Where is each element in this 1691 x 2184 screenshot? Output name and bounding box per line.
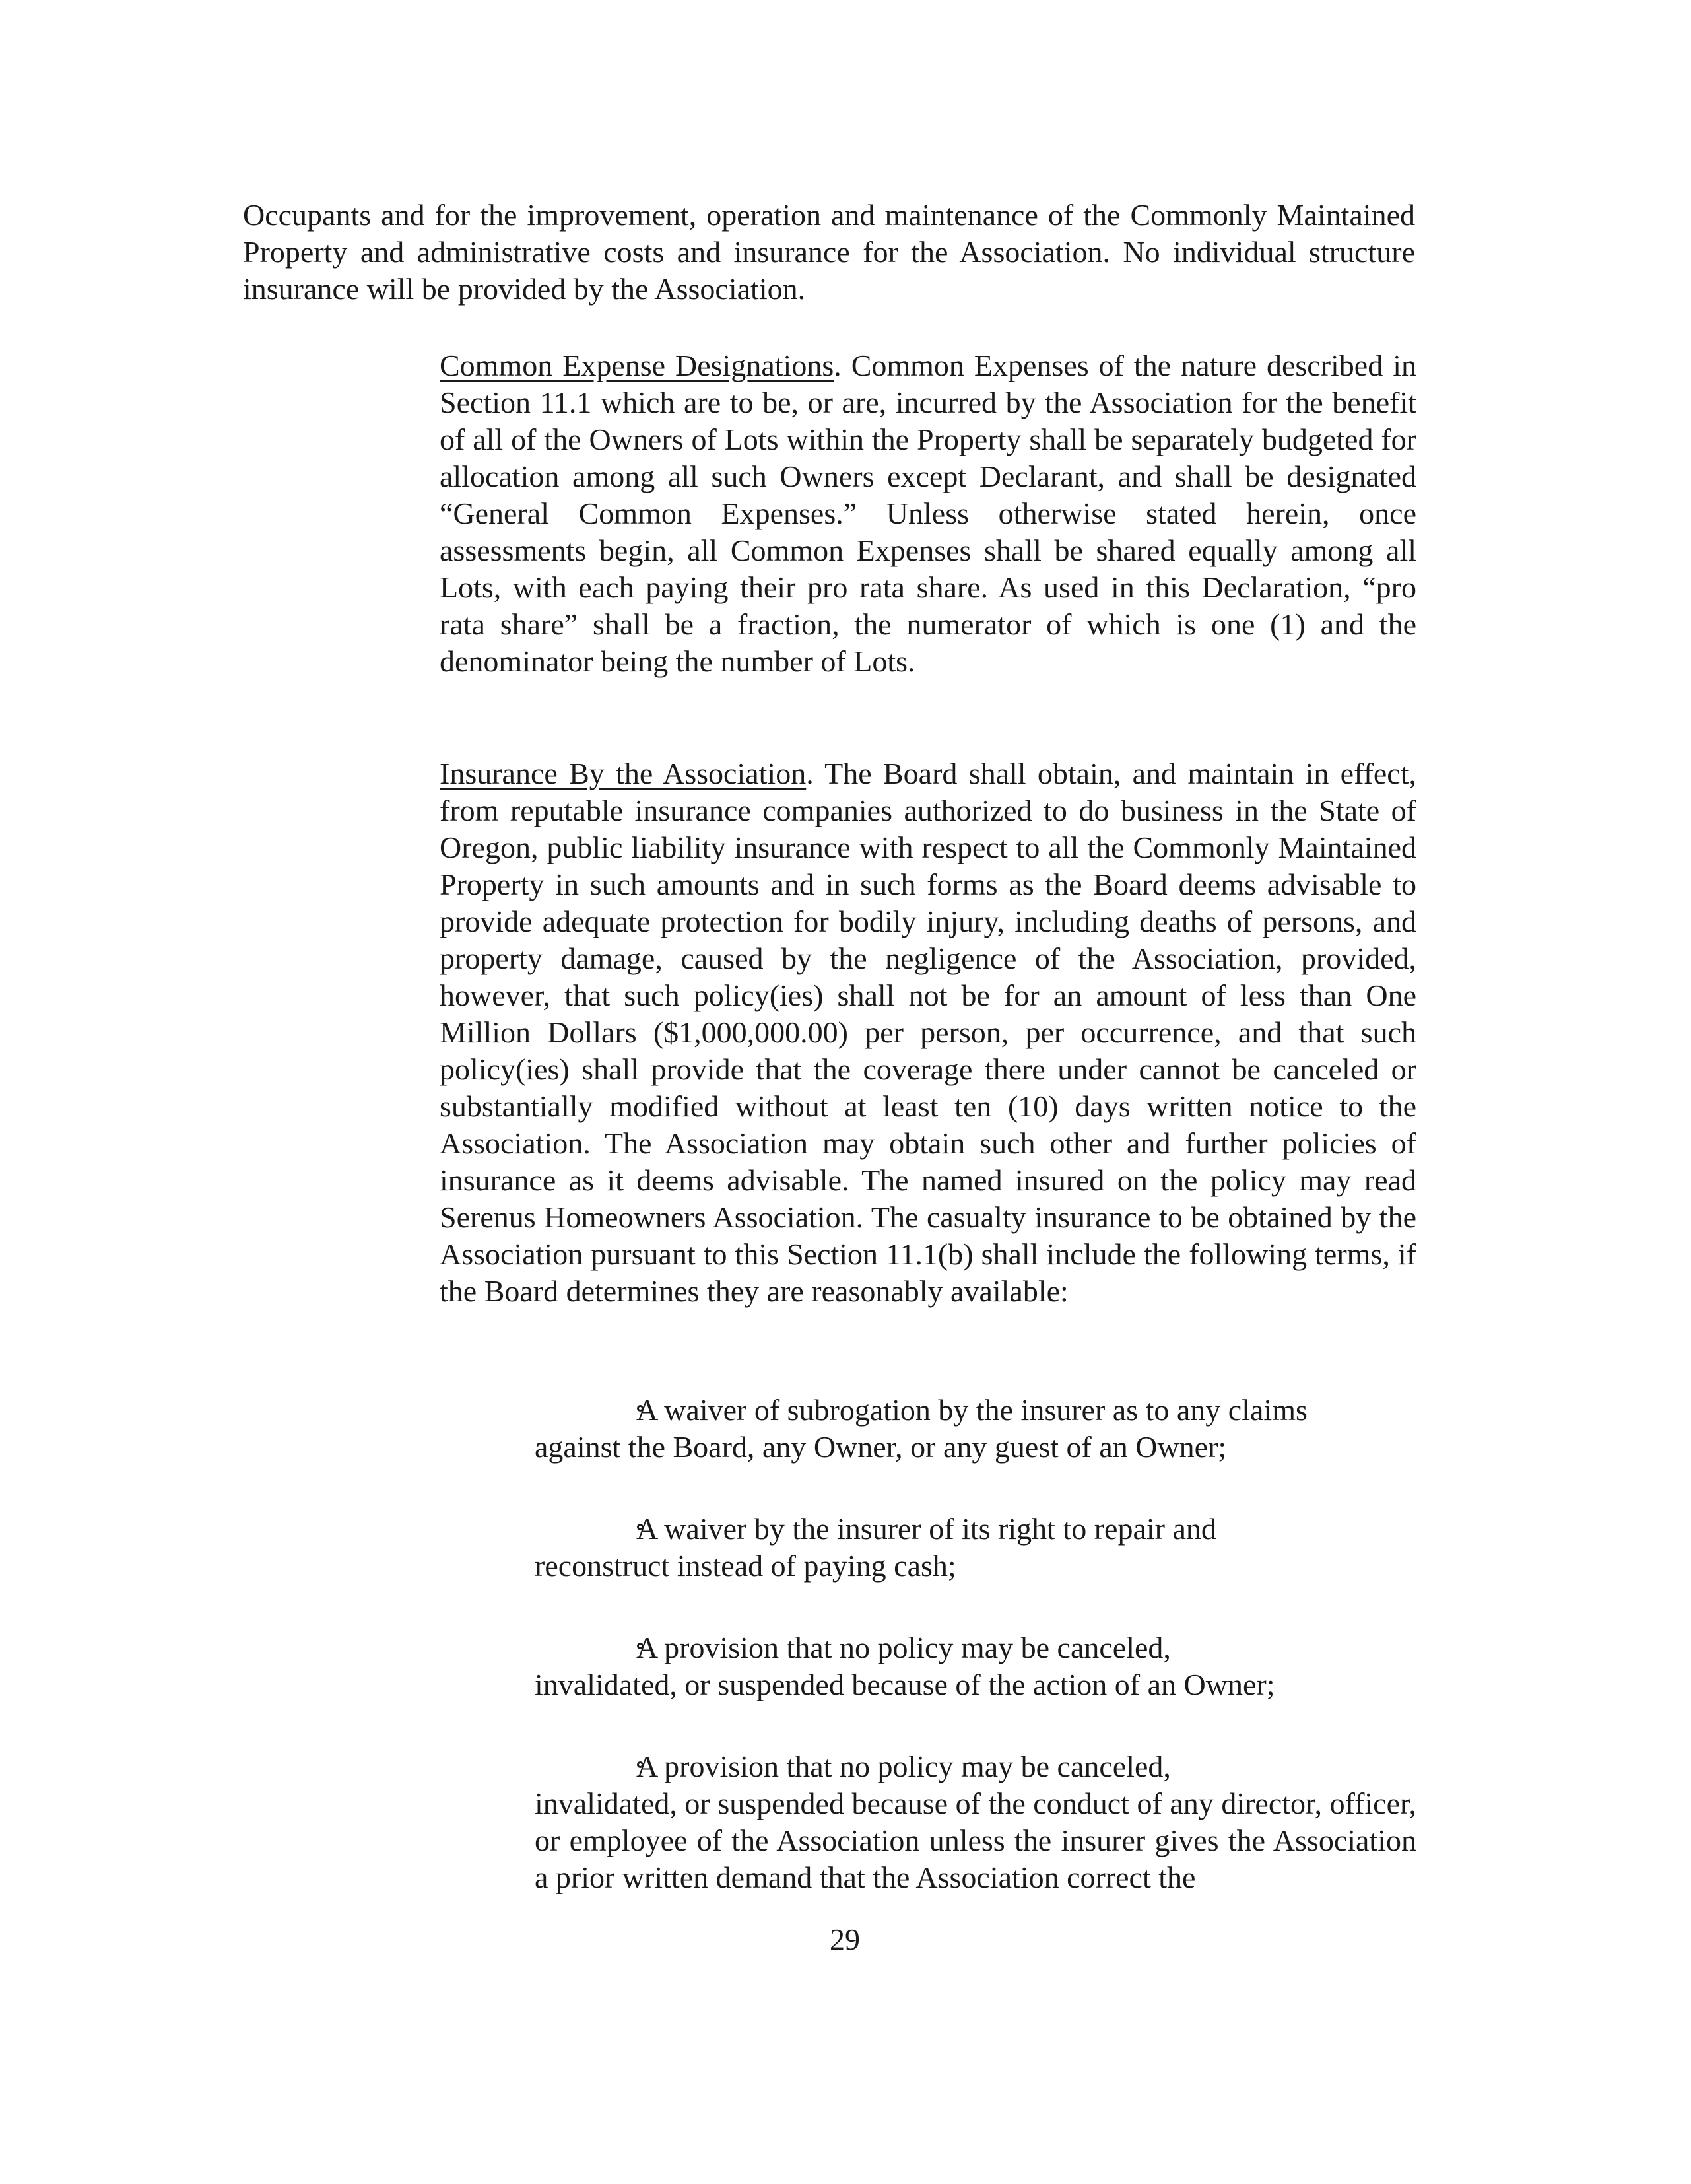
bullet-first-line: A provision that no policy may be canceled,: [636, 1750, 1171, 1783]
insurance-heading: Insurance By the Association: [440, 757, 807, 790]
bullet-circle-icon: [637, 1761, 644, 1768]
common-expense-body: . Common Expenses of the nature described in Section 11.1 which are to be, or are, incurred by the Association for the benefit of all of the Owners of Lots within the Property shall be separately budgeted for allocation among all such Owners except Declarant, and shall be designated “General Common Expenses.” Unless otherwise stated herein, once assessments begin, all Common Expenses shall be shared equally among all Lots, with each paying their pro rata share. As used in this Declaration, “pro rata share” shall be a fraction, the numerator of which is one (1) and the denominator being the number of Lots.: [440, 349, 1416, 678]
continuation-paragraph: Occupants and for the improvement, operation and maintenance of the Commonly Maintained Property and administrative costs and insurance for the Association. No individual structure insurance will be provided by the Association.: [243, 198, 1415, 306]
bullet-item: [535, 1392, 1416, 1466]
bullet-rest: against the Board, any Owner, or any guest of an Owner;: [535, 1430, 1227, 1464]
bullet-item: [535, 1511, 1416, 1585]
bullet-circle-icon: [637, 1405, 644, 1412]
bullet-rest: invalidated, or suspended because of the conduct of any director, officer, or employee of the Association unless the insurer gives the Association a prior written demand that the Association correct the: [535, 1787, 1416, 1894]
bullet-item: [535, 1629, 1416, 1703]
bullet-first-line: A waiver by the insurer of its right to repair and: [636, 1512, 1216, 1546]
insurance-body: . The Board shall obtain, and maintain in effect, from reputable insurance companies authorized to do business in the State of Oregon, public liability insurance with respect to all the Commonly Maintained Property in such amounts and in such forms as the Board deems advisable to provide adequate protection for bodily injury, including deaths of persons, and property damage, caused by the negligence of the Association, provided, however, that such policy(ies) shall not be for an amount of less than One Million Dollars ($1,000,000.00) per person, per occurrence, and that such policy(ies) shall provide that the coverage there under cannot be canceled or substantially modified without at least ten (10) days written notice to the Association. The Association may obtain such other and further policies of insurance as it deems advisable. The named insured on the policy may read Serenus Homeowners Association. The casualty insurance to be obtained by the Association pursuant to this Section 11.1(b) shall include the following terms, if the Board determines they are reasonably available:: [440, 757, 1417, 1308]
common-expense-heading: Common Expense Designations: [440, 349, 834, 382]
bullet-rest: reconstruct instead of paying cash;: [535, 1549, 956, 1583]
bullet-circle-icon: [637, 1643, 644, 1649]
page-number: 29: [830, 1923, 860, 1956]
insurance-paragraph: [440, 755, 1416, 1310]
bullet-first-line: A waiver of subrogation by the insurer as to any claims: [636, 1393, 1308, 1427]
bullet-rest: invalidated, or suspended because of the action of an Owner;: [535, 1668, 1275, 1701]
bullet-first-line: A provision that no policy may be canceled,: [636, 1631, 1171, 1664]
common-expense-paragraph: [440, 347, 1416, 680]
bullet-item: [535, 1748, 1416, 1896]
bullet-circle-icon: [637, 1524, 644, 1530]
